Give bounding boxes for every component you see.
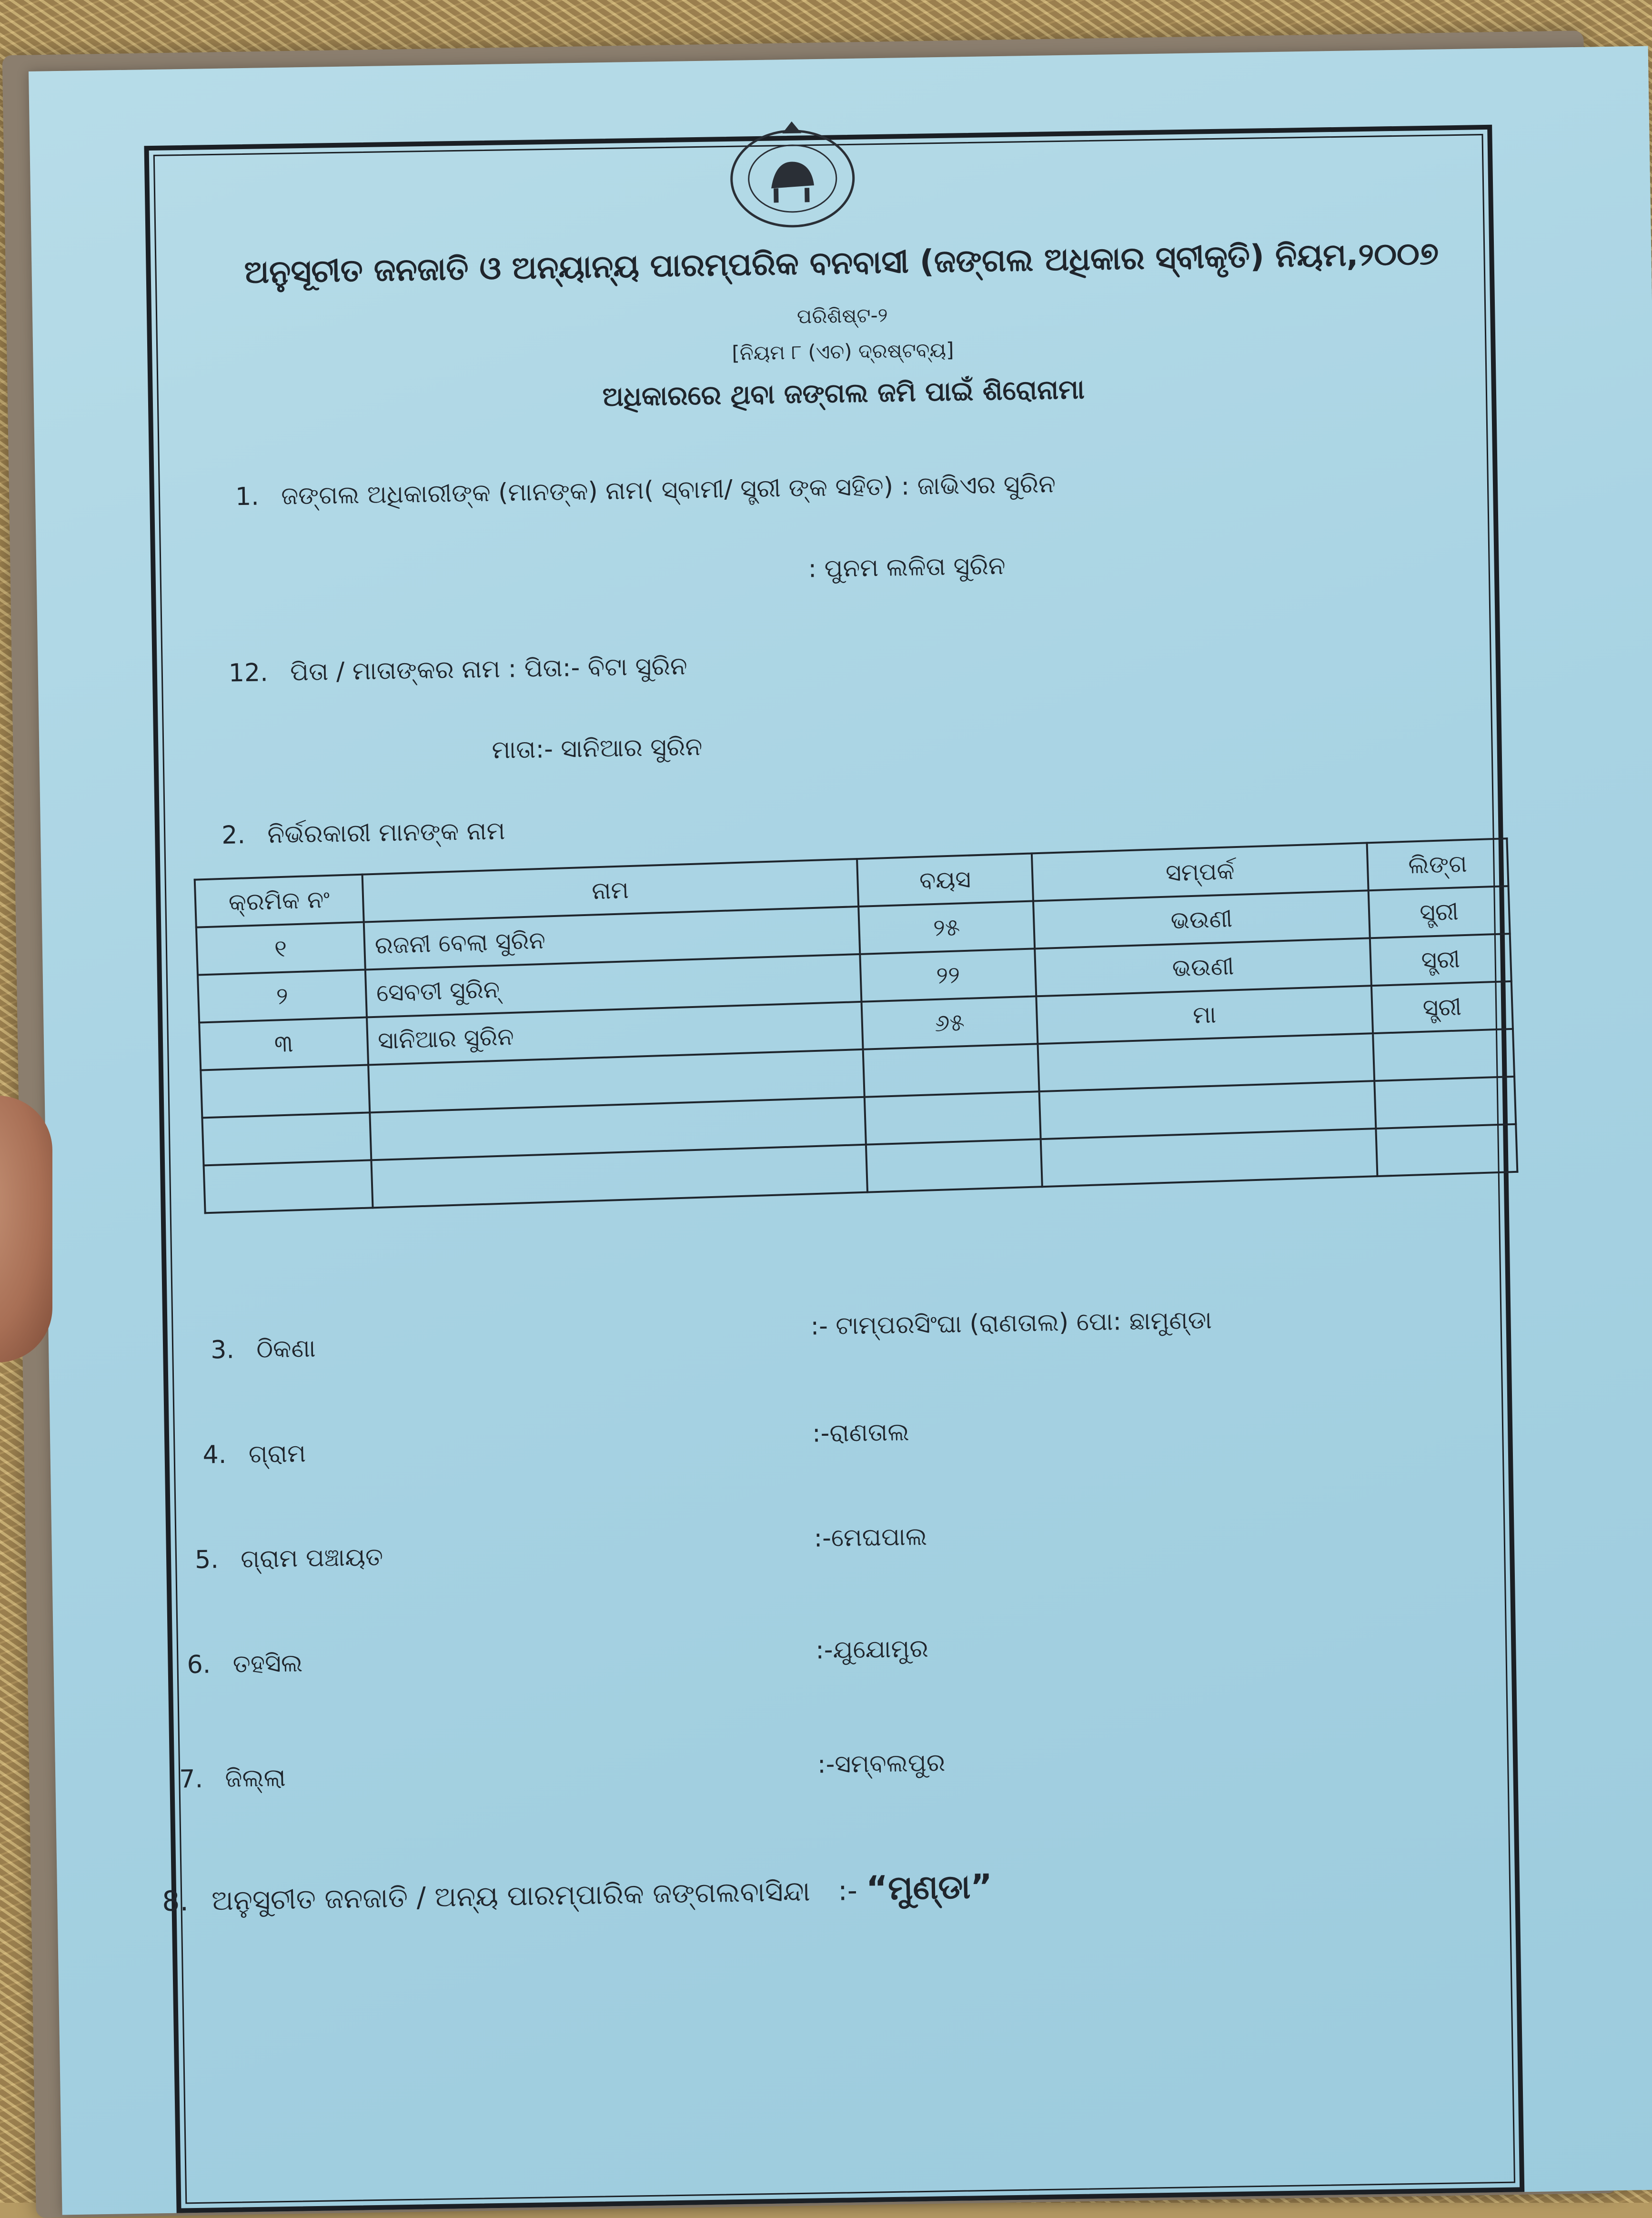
field-number: 5. xyxy=(194,1545,219,1574)
field-label: ଠିକଣା xyxy=(256,1334,316,1364)
state-emblem-icon xyxy=(725,116,860,232)
mother-name: ମାତା:- ସାନିଆର ସୁରିନ xyxy=(492,732,703,765)
panchayat-value: :-ମେଘପାଲ xyxy=(814,1522,927,1553)
rule-reference: [ନିୟମ ୮ (ଏଚ) ଦ୍ରଷ୍ଟବ୍ୟ] xyxy=(732,338,954,365)
field-district-label xyxy=(179,1764,286,1795)
cell-age xyxy=(863,1044,1039,1097)
field-number: 1. xyxy=(235,482,260,512)
header-serial: କ୍ରମିକ ନଂ xyxy=(195,875,364,928)
cell-age xyxy=(865,1091,1041,1144)
cell-relation xyxy=(1041,1129,1378,1187)
cell-serial: ୩ xyxy=(199,1018,368,1070)
cell-gender xyxy=(1376,1124,1517,1176)
field-village-label xyxy=(202,1439,306,1470)
header-gender: ଲିଙ୍ଗ xyxy=(1367,838,1508,890)
field-label: ଜଙ୍ଗଲ ଅଧିକାରୀଙ୍କ (ମାନଙ୍କ) ନାମ( ସ୍ବାମୀ/ ସ୍ତ୍ରୀ ଙ୍କ ସହିତ) : xyxy=(281,472,910,511)
field-number: 2. xyxy=(221,821,246,850)
tribe-value-prefix: :- xyxy=(837,1874,858,1907)
cell-gender: ସ୍ତ୍ରୀ xyxy=(1370,934,1511,986)
header-relation: ସମ୍ପର୍କ xyxy=(1032,843,1369,901)
tribe-value: “ମୁଣ୍ଡା” xyxy=(866,1866,993,1908)
cell-serial: ୨ xyxy=(198,970,367,1023)
cell-age xyxy=(866,1139,1042,1192)
document-sheet xyxy=(29,46,1652,2215)
document-title: ଅଧିକାରରେ ଥିବା ଜଙ୍ଗଲ ଜମି ପାଇଁ ଶିରୋନାମା xyxy=(602,374,1085,413)
cell-age: ୨୨ xyxy=(860,948,1036,1001)
dependents-table xyxy=(194,837,1519,1214)
field-number: 3. xyxy=(210,1335,235,1365)
act-title: ଅନୁସୂଚୀତ ଜନଜାତି ଓ ଅନ୍ୟାନ୍ୟ ପାରମ୍ପରିକ ବନବାସୀ (ଜଙ୍ଗଲ ଅଧିକାର ସ୍ବୀକୃତି) ନିୟମ,୨୦୦୭ xyxy=(244,235,1439,291)
cell-age: ୬୫ xyxy=(861,996,1038,1049)
field-label: ପିତା / ମାତାଙ୍କର ନାମ : xyxy=(290,655,517,687)
field-label: ଗ୍ରାମ xyxy=(248,1439,306,1469)
cell-relation: ଭଉଣୀ xyxy=(1033,890,1370,948)
cell-serial xyxy=(202,1112,371,1165)
field-number: 7. xyxy=(179,1764,203,1794)
field-address-label xyxy=(211,1334,316,1365)
field-label: ନିର୍ଭରକାରୀ ମାନଙ୍କ ନାମ xyxy=(267,817,505,849)
field-number: 12. xyxy=(228,658,269,688)
header-name: ନାମ xyxy=(362,859,858,922)
cell-name: ସାନିଆର ସୁରିନ xyxy=(367,1002,863,1065)
district-value: :-ସମ୍ବଲପୁର xyxy=(817,1748,946,1779)
holder-name-1: ଜାଭିଏର ସୁରିନ xyxy=(917,470,1056,501)
field-label: ତହସିଲ xyxy=(232,1649,303,1679)
address-value: :- ଟାମ୍ପରସିଂଘା (ରାଣତାଲ) ପୋ: ଛାମୁଣ୍ଡା xyxy=(810,1306,1212,1341)
field-number: 8. xyxy=(161,1885,189,1918)
cell-gender xyxy=(1373,1029,1514,1081)
field-number: 6. xyxy=(187,1650,211,1680)
field-tehsil-label xyxy=(187,1649,303,1680)
field-label: ଗ୍ରାମ ପଞ୍ଚାୟତ xyxy=(240,1543,383,1574)
cell-relation: ମା xyxy=(1036,986,1373,1044)
field-panchayat-label xyxy=(195,1543,383,1575)
field-label: ଅନୁସୁଚୀତ ଜନଜାତି / ଅନ୍ୟ ପାରମ୍ପାରିକ ଜଙ୍ଗଲବାସିନ୍ଦା xyxy=(211,1875,811,1917)
holder-name-2: : ପୁନମ ଲଳିତା ସୁରିନ xyxy=(808,551,1006,584)
cell-name: ରଜନୀ ବେଲା ସୁରିନ xyxy=(363,907,860,970)
header-age: ବୟସ xyxy=(857,853,1033,906)
village-value: :-ରାଣତାଲ xyxy=(812,1418,910,1448)
annexure-label: ପରିଶିଷ୍ଟ-୨ xyxy=(796,303,888,328)
cell-gender: ସ୍ତ୍ରୀ xyxy=(1371,981,1513,1033)
tehsil-value: :-ଯୁଯୋମୁର xyxy=(815,1634,929,1665)
cell-serial xyxy=(204,1160,373,1213)
cell-age: ୨୫ xyxy=(858,901,1035,954)
cell-gender: ସ୍ତ୍ରୀ xyxy=(1369,886,1510,938)
cell-name: ସେବତୀ ସୁରିନ୍ xyxy=(365,954,861,1018)
cell-relation: ଭଉଣୀ xyxy=(1035,938,1371,996)
father-name: ପିତା:- ବିଟା ସୁରିନ xyxy=(524,652,688,683)
field-dependents xyxy=(222,817,505,850)
thumb xyxy=(0,1096,52,1362)
cell-gender xyxy=(1374,1077,1516,1129)
cell-serial: ୧ xyxy=(196,922,365,975)
field-label: ଜିଲ୍ଲା xyxy=(225,1763,286,1793)
field-number: 4. xyxy=(202,1440,227,1470)
cell-serial xyxy=(201,1065,370,1118)
